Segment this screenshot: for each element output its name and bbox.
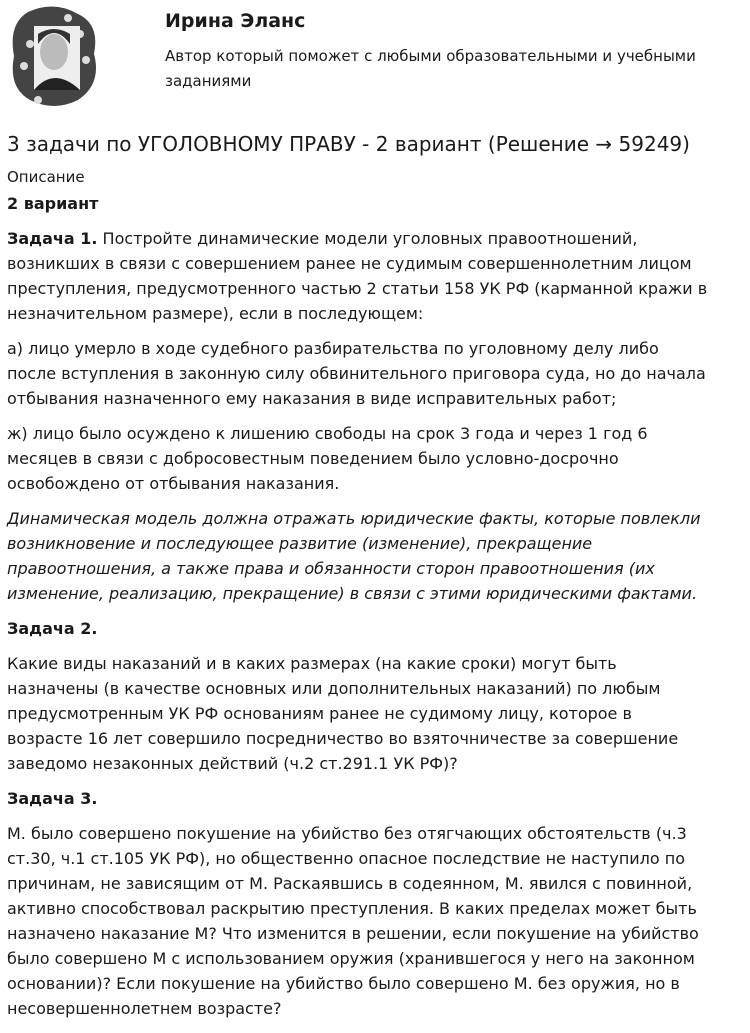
- paragraph: [7, 226, 750, 326]
- text-line: М. было совершено покушение на убийство без отягчающих обстоятельств (ч.3: [7, 824, 687, 843]
- text-line: после вступления в законную силу обвинительного приговора суда, но до начала: [7, 364, 706, 383]
- text-line: преступления, предусмотренного частью 2 статьи 158 УК РФ (карманной кражи в: [7, 279, 708, 298]
- paragraph: [7, 651, 750, 776]
- text-line: возникших в связи с совершением ранее не судимым совершеннолетним лицом: [7, 254, 692, 273]
- text-line: правоотношения, а также права и обязанности сторон правоотношения (их: [7, 559, 655, 578]
- text-line: активно способствовал раскрытию преступления. В каких пределах может быть: [7, 899, 697, 918]
- paragraph: [7, 421, 750, 496]
- paragraph: [7, 821, 750, 1021]
- paragraph: [7, 786, 750, 811]
- text-line: отбывания назначенного ему наказания в виде исправительных работ;: [7, 389, 617, 408]
- text-line: ж) лицо было осуждено к лишению свободы на срок 3 года и через 1 год 6: [7, 424, 648, 443]
- task-label: Задача 1.: [7, 229, 98, 248]
- text-line: Динамическая модель должна отражать юридические факты, которые повлекли: [7, 509, 701, 528]
- text-line: предусмотренным УК РФ основаниям ранее не судимому лицу, которое в: [7, 704, 632, 723]
- text-line: незначительном размере), если в последующем:: [7, 304, 424, 323]
- text-line: Задача 2.: [7, 619, 98, 638]
- text-line: изменение, реализацию, прекращение) в связи с этими юридическими фактами.: [7, 584, 698, 603]
- text-line: Задача 3.: [7, 789, 98, 808]
- text-line: было совершено М с использованием оружия (хранившегося у него на законном: [7, 949, 695, 968]
- text-line: [7, 226, 750, 251]
- description-label: Описание: [7, 168, 85, 186]
- author-name: Ирина Эланс: [165, 10, 306, 32]
- description-content: [7, 191, 750, 1031]
- text-line: ст.30, ч.1 ст.105 УК РФ), но общественно опасное последствие не наступило по: [7, 849, 686, 868]
- text-line: освобождено от отбывания наказания.: [7, 474, 340, 493]
- text-line: заведомо незаконных действий (ч.2 ст.291.1 УК РФ)?: [7, 754, 458, 773]
- text-line: возрасте 16 лет совершило посредничество во взяточничестве за совершение: [7, 729, 679, 748]
- text-line: причинам, не зависящим от М. Раскаявшись в содеянном, М. явился с повинной,: [7, 874, 693, 893]
- text-line: 2 вариант: [7, 194, 99, 213]
- text-line: несовершеннолетнем возрасте?: [7, 999, 282, 1018]
- text-line: а) лицо умерло в ходе судебного разбирательства по уголовному делу либо: [7, 339, 659, 358]
- text-line: основании)? Если покушение на убийство было совершено М. без оружия, но в: [7, 974, 680, 993]
- text-line: возникновение и последующее развитие (изменение), прекращение: [7, 534, 593, 553]
- paragraph: [7, 506, 750, 606]
- paragraph: [7, 616, 750, 641]
- author-subtitle: Автор который поможет с любыми образовательными и учебными заданиями: [165, 47, 696, 90]
- text-line: назначено наказание М? Что изменится в решении, если покушение на убийство: [7, 924, 699, 943]
- author-avatar: [8, 4, 100, 108]
- text-line: Какие виды наказаний и в каких размерах (на какие сроки) могут быть: [7, 654, 617, 673]
- text-line: назначены (в качестве основных или дополнительных наказаний) по любым: [7, 679, 661, 698]
- page-title: 3 задачи по УГОЛОВНОМУ ПРАВУ - 2 вариант (Решение → 59249): [7, 132, 690, 156]
- paragraph: [7, 336, 750, 411]
- paragraph: [7, 191, 750, 216]
- text-line: месяцев в связи с добросовестным поведением было условно-досрочно: [7, 449, 619, 468]
- text: Постройте динамические модели уголовных правоотношений,: [97, 229, 638, 248]
